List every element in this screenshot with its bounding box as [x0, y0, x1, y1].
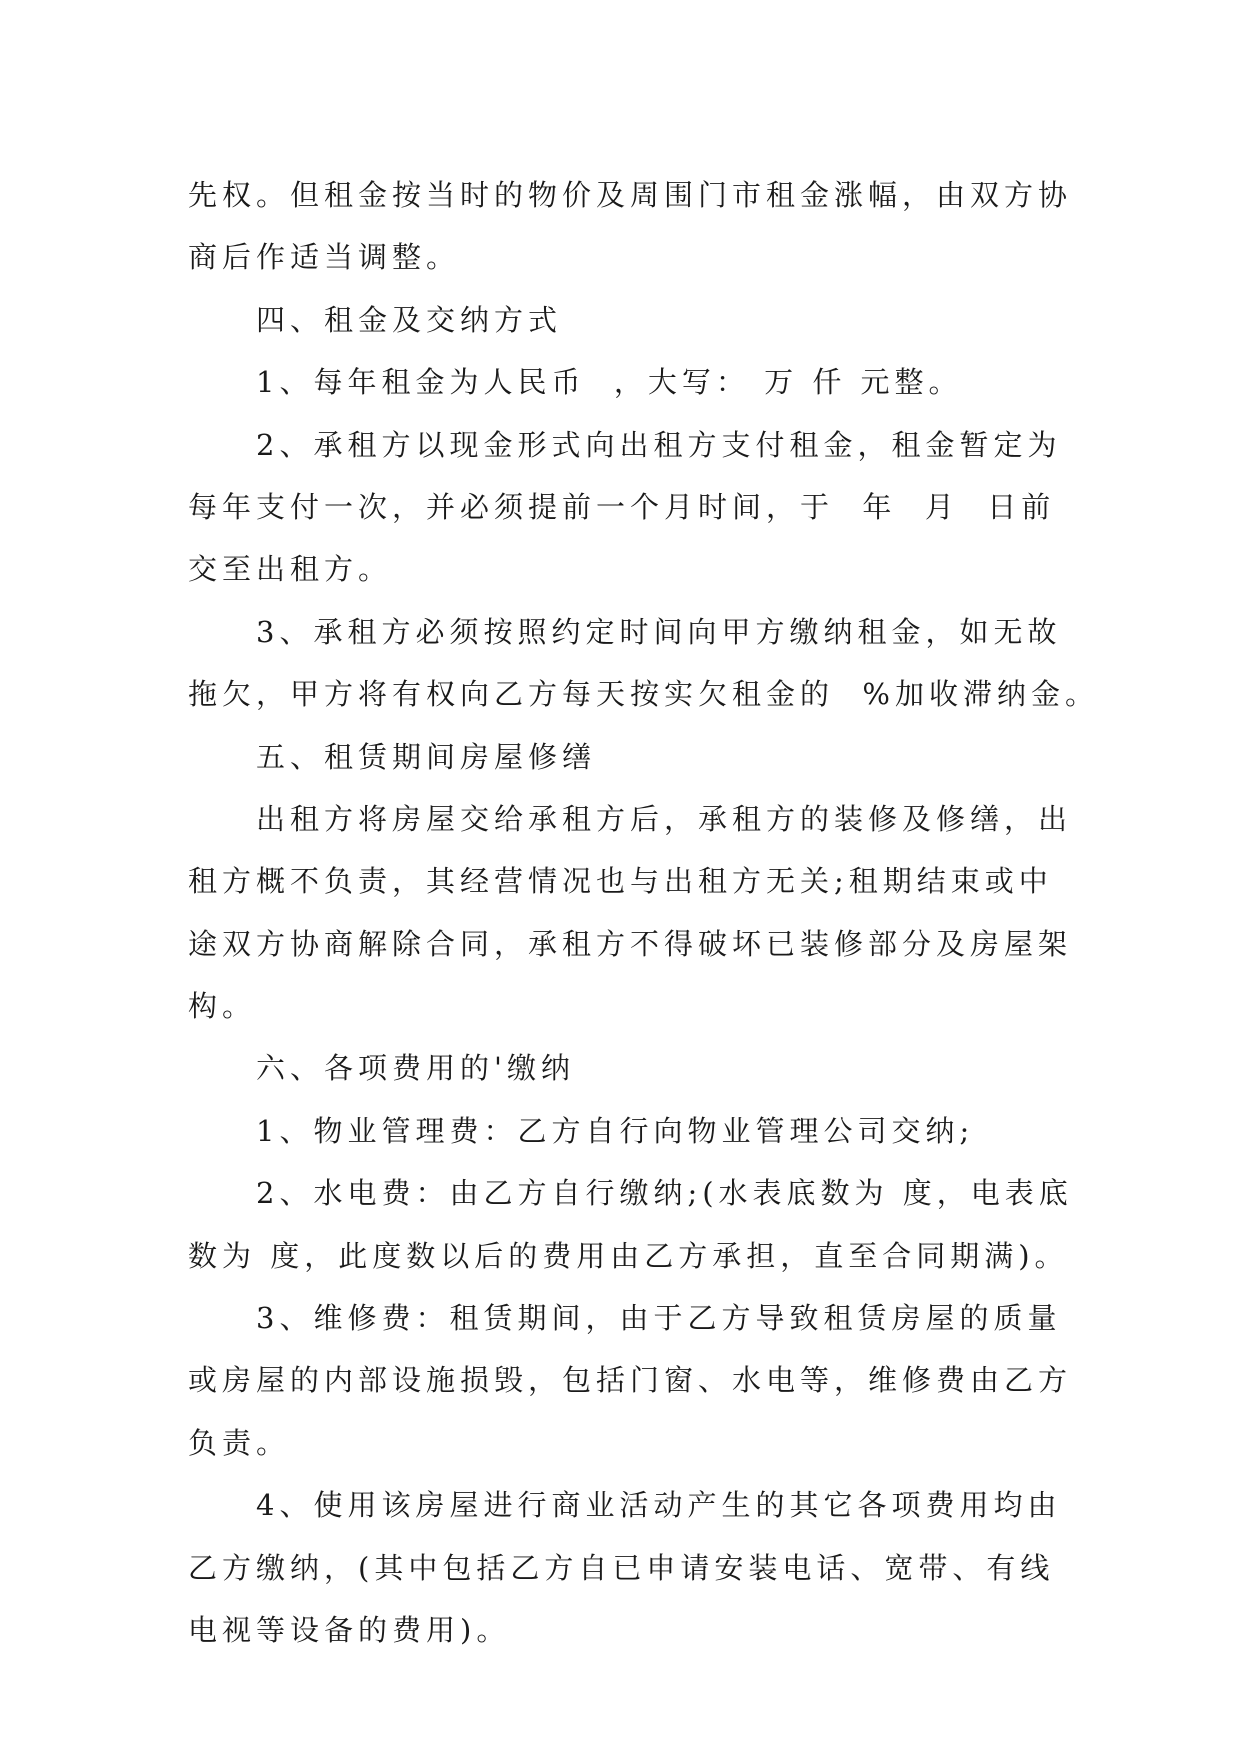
section-heading-repairs: 五、租赁期间房屋修缮 [256, 739, 597, 774]
text-line: 拖欠，甲方将有权向乙方每天按实欠租金的 %加收滞纳金。 [188, 677, 1099, 712]
text-line: 乙方缴纳，(其中包括乙方自已申请安装电话、宽带、有线 [188, 1550, 1055, 1585]
text-line: 电视等设备的费用)。 [188, 1612, 511, 1647]
clause-annual-rent: 1、每年租金为人民币 ，大写： 万 仟 元整。 [256, 365, 963, 400]
clause-late-fee: 3、承租方必须按照约定时间向甲方缴纳租金，如无故 [256, 614, 1062, 649]
clause-other-fees: 4、使用该房屋进行商业活动产生的其它各项费用均由 [256, 1488, 1062, 1523]
text-line: 负责。 [188, 1425, 291, 1460]
text-line: 商后作适当调整。 [188, 240, 461, 275]
section-heading-fees: 六、各项费用的'缴纳 [256, 1051, 575, 1086]
text-line: 租方概不负责，其经营情况也与出租方无关;租期结束或中 [188, 864, 1053, 899]
clause-maintenance: 3、维修费：租赁期间，由于乙方导致租赁房屋的质量 [256, 1301, 1062, 1336]
clause-property-fee: 1、物业管理费：乙方自行向物业管理公司交纳; [256, 1113, 975, 1148]
text-line: 构。 [188, 989, 257, 1024]
clause-payment-method: 2、承租方以现金形式向出租方支付租金，租金暂定为 [256, 427, 1062, 462]
text-line: 先权。但租金按当时的物价及周围门市租金涨幅，由双方协 [188, 178, 1073, 212]
section-heading-rent-payment: 四、租金及交纳方式 [256, 302, 563, 337]
text-line: 或房屋的内部设施损毁，包括门窗、水电等，维修费由乙方 [188, 1363, 1073, 1398]
text-line: 交至出租方。 [188, 552, 393, 587]
text-line: 每年支付一次，并必须提前一个月时间，于 年 月 日前 [188, 489, 1056, 524]
clause-utilities: 2、水电费：由乙方自行缴纳;(水表底数为 度，电表底 [256, 1176, 1073, 1211]
text-line: 途双方协商解除合同，承租方不得破坏已装修部分及房屋架 [188, 926, 1073, 961]
document-body [188, 164, 1099, 1661]
clause-repairs: 出租方将房屋交给承租方后，承租方的装修及修缮，出 [256, 801, 1073, 836]
text-line: 数为 度，此度数以后的费用由乙方承担，直至合同期满)。 [188, 1238, 1069, 1273]
